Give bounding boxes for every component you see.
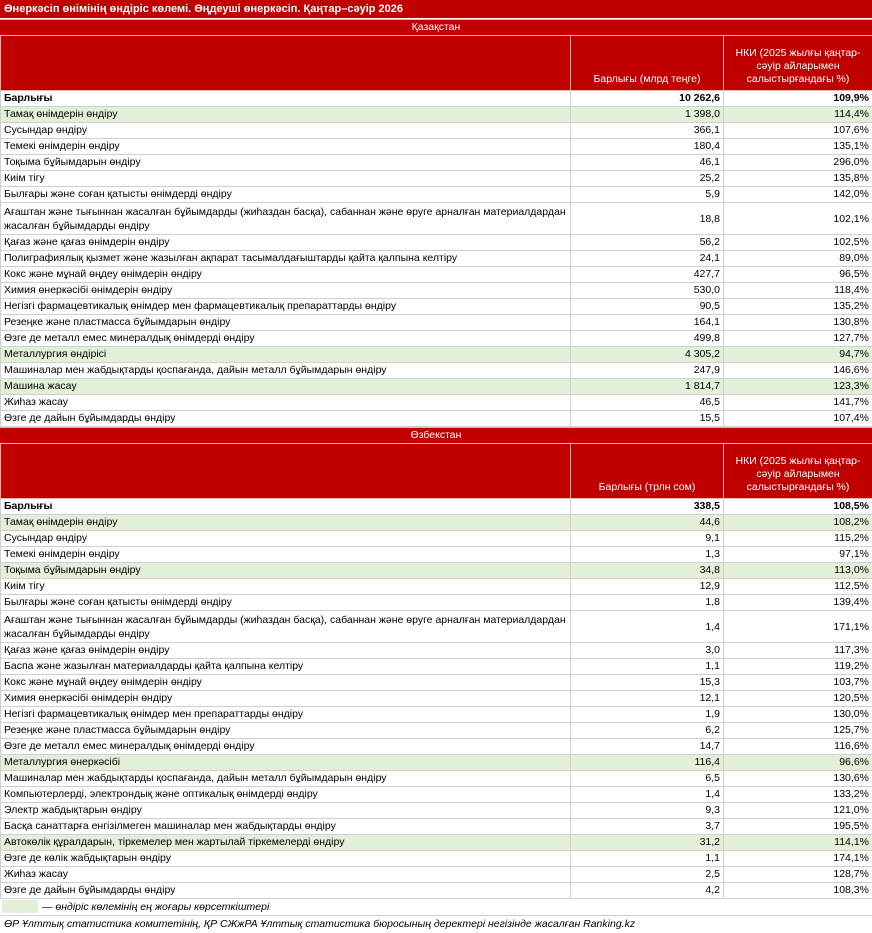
row-index: 113,0% bbox=[724, 563, 872, 579]
row-label: Негізгі фармацевтикалық өнімдер мен фармацевтикалық препараттарды өндіру bbox=[1, 299, 571, 315]
table-row bbox=[1, 411, 872, 427]
row-index: 97,1% bbox=[724, 547, 872, 563]
table-row bbox=[1, 643, 872, 659]
row-label: Өзге де көлік жабдықтарын өндіру bbox=[1, 851, 571, 867]
row-value: 24,1 bbox=[571, 251, 724, 267]
row-index: 135,2% bbox=[724, 299, 872, 315]
row-index: 130,8% bbox=[724, 315, 872, 331]
row-value: 1,3 bbox=[571, 547, 724, 563]
table-row bbox=[1, 595, 872, 611]
row-label: Химия өнеркәсібі өнімдерін өндіру bbox=[1, 691, 571, 707]
header-index: НКИ (2025 жылғы қаңтар-сәуір айларымен салыстырғандағы %) bbox=[724, 36, 872, 91]
row-index: 107,4% bbox=[724, 411, 872, 427]
table-row bbox=[1, 659, 872, 675]
table-row bbox=[1, 515, 872, 531]
row-label: Баспа және жазылған материалдарды қайта қалпына келтіру bbox=[1, 659, 571, 675]
row-index: 174,1% bbox=[724, 851, 872, 867]
row-index: 103,7% bbox=[724, 675, 872, 691]
row-value: 15,5 bbox=[571, 411, 724, 427]
row-value: 2,5 bbox=[571, 867, 724, 883]
row-index: 128,7% bbox=[724, 867, 872, 883]
table-row bbox=[1, 107, 872, 123]
row-value: 1,8 bbox=[571, 595, 724, 611]
header-value: Барлығы (млрд теңге) bbox=[571, 36, 724, 91]
row-value: 4 305,2 bbox=[571, 347, 724, 363]
row-label: Тоқыма бұйымдарын өндіру bbox=[1, 563, 571, 579]
row-index: 133,2% bbox=[724, 787, 872, 803]
row-value: 499,8 bbox=[571, 331, 724, 347]
table-row bbox=[1, 187, 872, 203]
total-row bbox=[1, 499, 872, 515]
row-value: 31,2 bbox=[571, 835, 724, 851]
row-value: 1,1 bbox=[571, 659, 724, 675]
row-label: Жиһаз жасау bbox=[1, 395, 571, 411]
row-label: Өзге де металл емес минералдық өнімдерді өндіру bbox=[1, 331, 571, 347]
row-label: Негізгі фармацевтикалық өнімдер мен препараттарды өндіру bbox=[1, 707, 571, 723]
row-value: 14,7 bbox=[571, 739, 724, 755]
row-value: 6,5 bbox=[571, 771, 724, 787]
header-value: Барлығы (трлн сом) bbox=[571, 444, 724, 499]
table-row bbox=[1, 283, 872, 299]
row-index: 130,0% bbox=[724, 707, 872, 723]
row-label: Өзге де металл емес минералдық өнімдерді өндіру bbox=[1, 739, 571, 755]
table-row bbox=[1, 739, 872, 755]
table-row bbox=[1, 155, 872, 171]
row-index: 109,9% bbox=[724, 91, 872, 107]
table-row bbox=[1, 579, 872, 595]
row-value: 56,2 bbox=[571, 235, 724, 251]
table-row bbox=[1, 379, 872, 395]
row-label: Автокөлік құралдарын, тіркемелер мен жартылай тіркемелерді өндіру bbox=[1, 835, 571, 851]
table-row bbox=[1, 331, 872, 347]
row-value: 9,1 bbox=[571, 531, 724, 547]
row-label: Барлығы bbox=[1, 91, 571, 107]
row-label: Металлургия өндірісі bbox=[1, 347, 571, 363]
row-index: 116,6% bbox=[724, 739, 872, 755]
row-index: 114,4% bbox=[724, 107, 872, 123]
row-index: 130,6% bbox=[724, 771, 872, 787]
section-kazakhstan: Қазақстан bbox=[0, 19, 872, 35]
row-value: 6,2 bbox=[571, 723, 724, 739]
table-row bbox=[1, 563, 872, 579]
row-index: 195,5% bbox=[724, 819, 872, 835]
kazakhstan-table bbox=[0, 35, 872, 427]
row-label: Өзге де дайын бұйымдарды өндіру bbox=[1, 883, 571, 899]
table-row bbox=[1, 771, 872, 787]
row-label: Кокс және мұнай өңдеу өнімдерін өндіру bbox=[1, 267, 571, 283]
row-index: 135,1% bbox=[724, 139, 872, 155]
header-index: НКИ (2025 жылғы қаңтар-сәуір айларымен салыстырғандағы %) bbox=[724, 444, 872, 499]
row-value: 116,4 bbox=[571, 755, 724, 771]
row-value: 18,8 bbox=[571, 203, 724, 235]
table-row bbox=[1, 251, 872, 267]
row-label: Машиналар мен жабдықтарды қоспағанда, дайын металл бұйымдарын өндіру bbox=[1, 363, 571, 379]
row-label: Былғары және соған қатысты өнімдерді өндіру bbox=[1, 595, 571, 611]
row-value: 46,5 bbox=[571, 395, 724, 411]
row-label: Темекі өнімдерін өндіру bbox=[1, 139, 571, 155]
row-label: Ағаштан және тығыннан жасалған бұйымдарды (жиһаздан басқа), сабаннан және өруге арналған материалдардан жасалған бұйымдарды өндіру bbox=[1, 203, 571, 235]
row-value: 1 814,7 bbox=[571, 379, 724, 395]
row-label: Машина жасау bbox=[1, 379, 571, 395]
table-row bbox=[1, 723, 872, 739]
row-label: Тамақ өнімдерін өндіру bbox=[1, 515, 571, 531]
row-index: 115,2% bbox=[724, 531, 872, 547]
row-label: Химия өнеркәсібі өнімдерін өндіру bbox=[1, 283, 571, 299]
row-label: Былғары және соған қатысты өнімдерді өндіру bbox=[1, 187, 571, 203]
row-index: 96,5% bbox=[724, 267, 872, 283]
total-row bbox=[1, 91, 872, 107]
row-index: 94,7% bbox=[724, 347, 872, 363]
row-index: 120,5% bbox=[724, 691, 872, 707]
row-index: 125,7% bbox=[724, 723, 872, 739]
row-index: 108,2% bbox=[724, 515, 872, 531]
row-label: Металлургия өнеркәсібі bbox=[1, 755, 571, 771]
table-header bbox=[1, 444, 872, 499]
table-row bbox=[1, 691, 872, 707]
row-index: 139,4% bbox=[724, 595, 872, 611]
row-value: 46,1 bbox=[571, 155, 724, 171]
row-label: Киім тігу bbox=[1, 579, 571, 595]
legend-text: — өндіріс көлемінің ең жоғары көрсеткіштері bbox=[42, 899, 269, 915]
page-title: Өнеркәсіп өнімінің өндіріс көлемі. Өңдеуші өнеркәсіп. Қаңтар–сәуір 2026 bbox=[0, 0, 872, 19]
row-value: 1,4 bbox=[571, 787, 724, 803]
header-label-cell bbox=[1, 36, 571, 91]
row-label: Компьютерлерді, электрондық және оптикалық өнімдерді өндіру bbox=[1, 787, 571, 803]
table-row bbox=[1, 803, 872, 819]
row-label: Сусындар өндіру bbox=[1, 123, 571, 139]
table-row bbox=[1, 347, 872, 363]
row-index: 108,5% bbox=[724, 499, 872, 515]
table-row bbox=[1, 707, 872, 723]
row-value: 530,0 bbox=[571, 283, 724, 299]
section-uzbekistan: Өзбекстан bbox=[0, 427, 872, 443]
row-index: 119,2% bbox=[724, 659, 872, 675]
row-index: 171,1% bbox=[724, 611, 872, 643]
row-index: 146,6% bbox=[724, 363, 872, 379]
table-row bbox=[1, 235, 872, 251]
row-label: Кокс және мұнай өңдеу өнімдерін өндіру bbox=[1, 675, 571, 691]
row-value: 44,6 bbox=[571, 515, 724, 531]
table-row bbox=[1, 531, 872, 547]
row-value: 1,4 bbox=[571, 611, 724, 643]
row-index: 141,7% bbox=[724, 395, 872, 411]
row-label: Басқа санаттарға енгізілмеген машиналар мен жабдықтарды өндіру bbox=[1, 819, 571, 835]
row-label: Полиграфиялық қызмет және жазылған ақпарат тасымалдағыштарды қайта қалпына келтіру bbox=[1, 251, 571, 267]
row-index: 123,3% bbox=[724, 379, 872, 395]
row-index: 127,7% bbox=[724, 331, 872, 347]
row-index: 89,0% bbox=[724, 251, 872, 267]
row-index: 117,3% bbox=[724, 643, 872, 659]
row-label: Тамақ өнімдерін өндіру bbox=[1, 107, 571, 123]
row-label: Ағаштан және тығыннан жасалған бұйымдарды (жиһаздан басқа), сабаннан және өруге арналған материалдардан жасалған бұйымдарды өндіру bbox=[1, 611, 571, 643]
legend-swatch bbox=[2, 900, 38, 913]
row-index: 142,0% bbox=[724, 187, 872, 203]
row-index: 135,8% bbox=[724, 171, 872, 187]
row-label: Резеңке және пластмасса бұйымдарын өндіру bbox=[1, 723, 571, 739]
table-row bbox=[1, 883, 872, 899]
table-row bbox=[1, 299, 872, 315]
row-label: Электр жабдықтарын өндіру bbox=[1, 803, 571, 819]
row-label: Резеңке және пластмасса бұйымдарын өндіру bbox=[1, 315, 571, 331]
row-value: 247,9 bbox=[571, 363, 724, 379]
row-value: 338,5 bbox=[571, 499, 724, 515]
header-label-cell bbox=[1, 444, 571, 499]
table-row bbox=[1, 139, 872, 155]
row-value: 4,2 bbox=[571, 883, 724, 899]
table-row bbox=[1, 787, 872, 803]
row-index: 296,0% bbox=[724, 155, 872, 171]
row-index: 112,5% bbox=[724, 579, 872, 595]
row-value: 3,0 bbox=[571, 643, 724, 659]
row-label: Өзге де дайын бұйымдарды өндіру bbox=[1, 411, 571, 427]
row-label: Киім тігу bbox=[1, 171, 571, 187]
legend bbox=[0, 899, 872, 916]
row-label: Қағаз және қағаз өнімдерін өндіру bbox=[1, 235, 571, 251]
row-value: 1 398,0 bbox=[571, 107, 724, 123]
table-row bbox=[1, 755, 872, 771]
row-index: 114,1% bbox=[724, 835, 872, 851]
row-label: Сусындар өндіру bbox=[1, 531, 571, 547]
row-value: 12,9 bbox=[571, 579, 724, 595]
row-value: 180,4 bbox=[571, 139, 724, 155]
table-row bbox=[1, 363, 872, 379]
row-label: Жиһаз жасау bbox=[1, 867, 571, 883]
row-index: 107,6% bbox=[724, 123, 872, 139]
row-label: Машиналар мен жабдықтарды қоспағанда, дайын металл бұйымдарын өндіру bbox=[1, 771, 571, 787]
row-value: 164,1 bbox=[571, 315, 724, 331]
table-row bbox=[1, 395, 872, 411]
uzbekistan-table bbox=[0, 443, 872, 899]
row-value: 9,3 bbox=[571, 803, 724, 819]
row-value: 366,1 bbox=[571, 123, 724, 139]
table-row bbox=[1, 203, 872, 235]
table-row bbox=[1, 867, 872, 883]
row-index: 118,4% bbox=[724, 283, 872, 299]
row-value: 10 262,6 bbox=[571, 91, 724, 107]
table-row bbox=[1, 315, 872, 331]
table-row bbox=[1, 675, 872, 691]
row-label: Темекі өнімдерін өндіру bbox=[1, 547, 571, 563]
table-row bbox=[1, 819, 872, 835]
table-row bbox=[1, 547, 872, 563]
row-value: 12,1 bbox=[571, 691, 724, 707]
row-index: 121,0% bbox=[724, 803, 872, 819]
row-label: Барлығы bbox=[1, 499, 571, 515]
row-value: 5,9 bbox=[571, 187, 724, 203]
source-note: ӨР Ұлттық статистика комитетінің, ҚР СЖжРА Ұлттық статистика бюросының деректері негізінде жасалған Ranking.kz bbox=[0, 916, 872, 933]
row-index: 102,1% bbox=[724, 203, 872, 235]
table-row bbox=[1, 851, 872, 867]
table-row bbox=[1, 611, 872, 643]
row-value: 1,9 bbox=[571, 707, 724, 723]
row-index: 102,5% bbox=[724, 235, 872, 251]
row-index: 108,3% bbox=[724, 883, 872, 899]
row-value: 1,1 bbox=[571, 851, 724, 867]
table-row bbox=[1, 267, 872, 283]
row-value: 90,5 bbox=[571, 299, 724, 315]
row-value: 3,7 bbox=[571, 819, 724, 835]
table-row bbox=[1, 123, 872, 139]
row-value: 15,3 bbox=[571, 675, 724, 691]
row-value: 25,2 bbox=[571, 171, 724, 187]
row-value: 427,7 bbox=[571, 267, 724, 283]
table-header bbox=[1, 36, 872, 91]
row-value: 34,8 bbox=[571, 563, 724, 579]
row-index: 96,6% bbox=[724, 755, 872, 771]
row-label: Қағаз және қағаз өнімдерін өндіру bbox=[1, 643, 571, 659]
row-label: Тоқыма бұйымдарын өндіру bbox=[1, 155, 571, 171]
table-row bbox=[1, 171, 872, 187]
table-row bbox=[1, 835, 872, 851]
